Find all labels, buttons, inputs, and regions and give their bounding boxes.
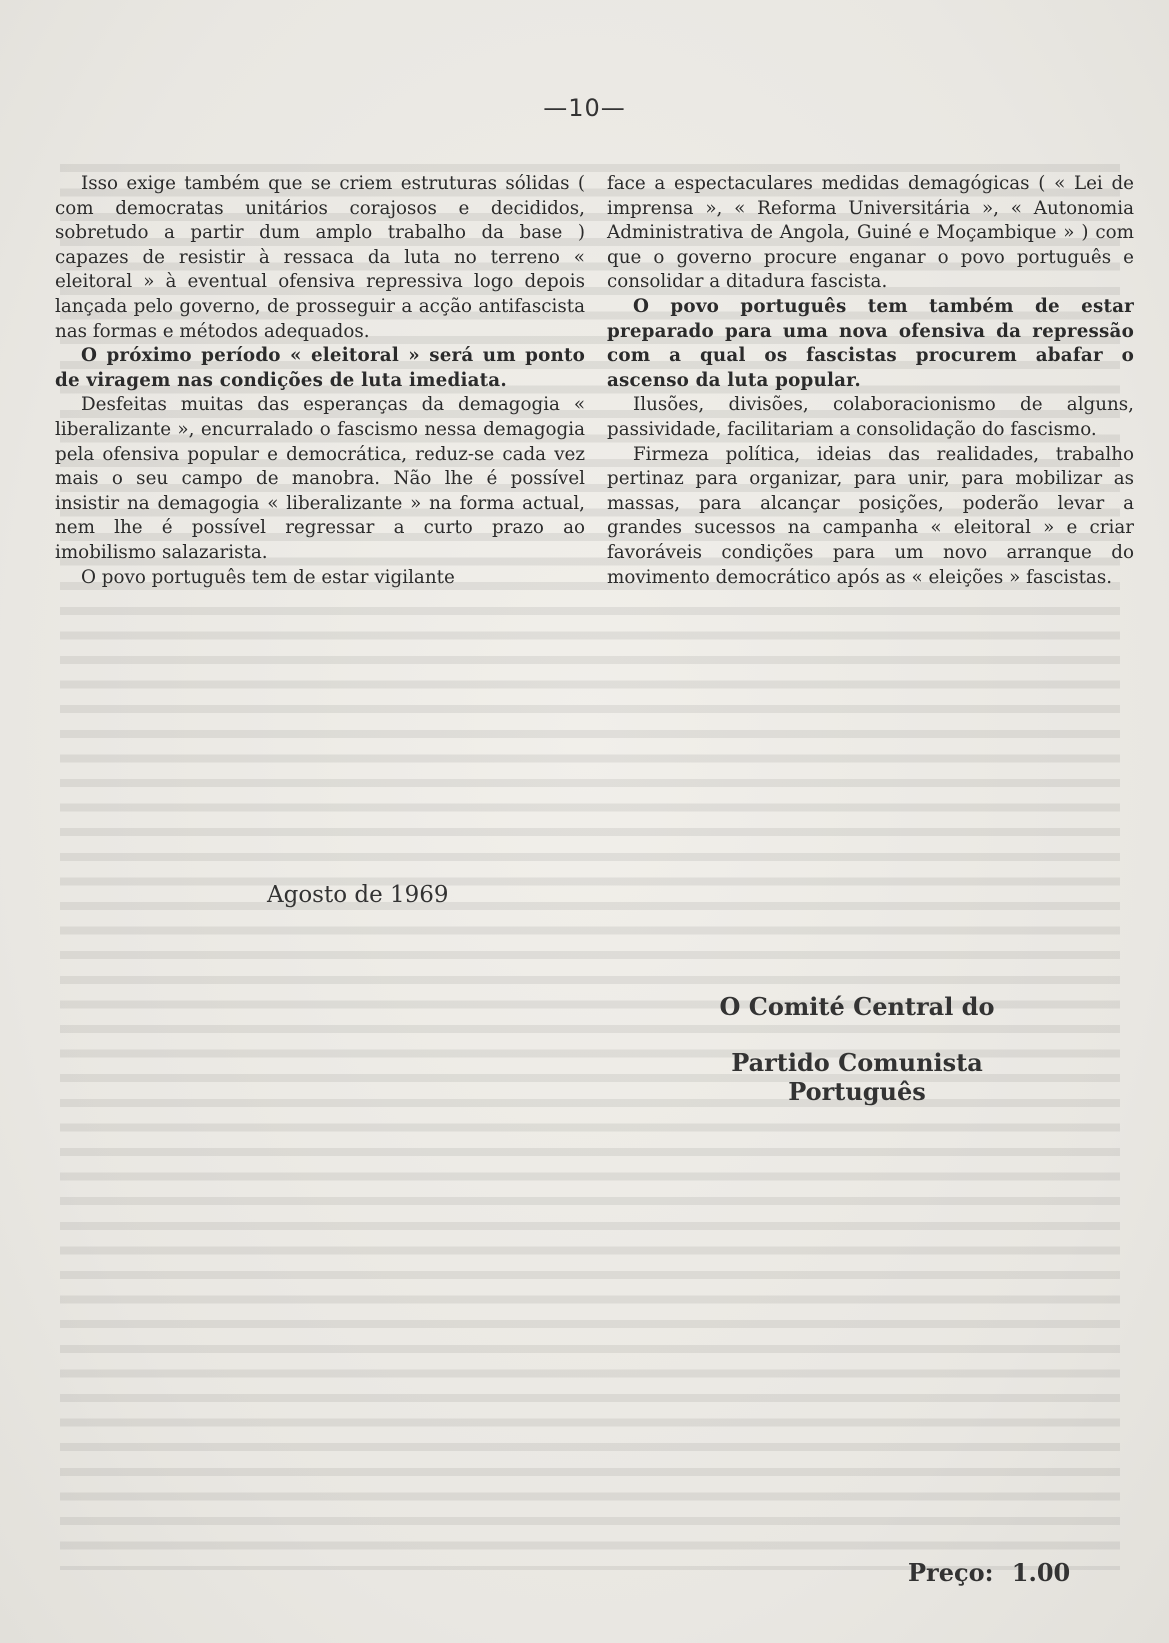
signature-line-1: O Comité Central do xyxy=(719,992,995,1021)
price-label: Preço: 1.00 xyxy=(908,1558,1071,1587)
paragraph-continued: face a espectaculares medidas demagógicas ( « Lei de imprensa », « Reforma Universitária », « Autonomia Administrativa de Angola, Guiné e Moçambique » ) com que o governo procure enganar o povo português e consolidar a ditadura fascista. xyxy=(607,173,1134,293)
paragraph-emphasis: O povo português tem também de estar preparado para uma nova ofensiva da repressão com a qual os fascistas procurem abafar o ascenso da luta popular. xyxy=(607,295,1134,391)
left-column xyxy=(55,172,585,590)
paragraph: Firmeza política, ideias das realidades, trabalho pertinaz para organizar, para unir, para mobilizar as massas, para alcançar posições, poderão levar a grandes sucessos na campanha « eleitoral » e criar favoráveis condições para um novo arranque do movimento democrático após as « eleições » fascistas. xyxy=(607,443,1134,588)
document-date: Agosto de 1969 xyxy=(267,882,449,908)
right-column xyxy=(607,172,1134,590)
signature-line-2: Partido Comunista Português xyxy=(731,1048,983,1106)
paragraph: Isso exige também que se criem estruturas sólidas ( com democratas unitários corajosos e decididos, sobretudo a partir dum amplo trabalho da base ) capazes de resistir à ressaca da luta no terreno « eleitoral » à eventual ofensiva repressiva logo depois lançada pelo governo, de prosseguir a acção antifascista nas formas e métodos adequados. xyxy=(55,173,585,342)
paragraph: O povo português tem de estar vigilante xyxy=(81,566,455,588)
paragraph: Desfeitas muitas das esperanças da demagogia « liberalizante », encurralado o fascismo nessa demagogia pela ofensiva popular e democrática, reduz-se cada vez mais o seu campo de manobra. Não lhe é possível insistir na demagogia « liberalizante » na forma actual, nem lhe é possível regressar a curto prazo ao imobilismo salazarista. xyxy=(55,394,585,563)
paragraph: Ilusões, divisões, colaboracionismo de alguns, passividade, facilitariam a consolidação do fascismo. xyxy=(607,394,1134,440)
page-number: —10— xyxy=(543,94,626,122)
paragraph-emphasis: O próximo período « eleitoral » será um ponto de viragem nas condições de luta imediata. xyxy=(55,345,585,391)
